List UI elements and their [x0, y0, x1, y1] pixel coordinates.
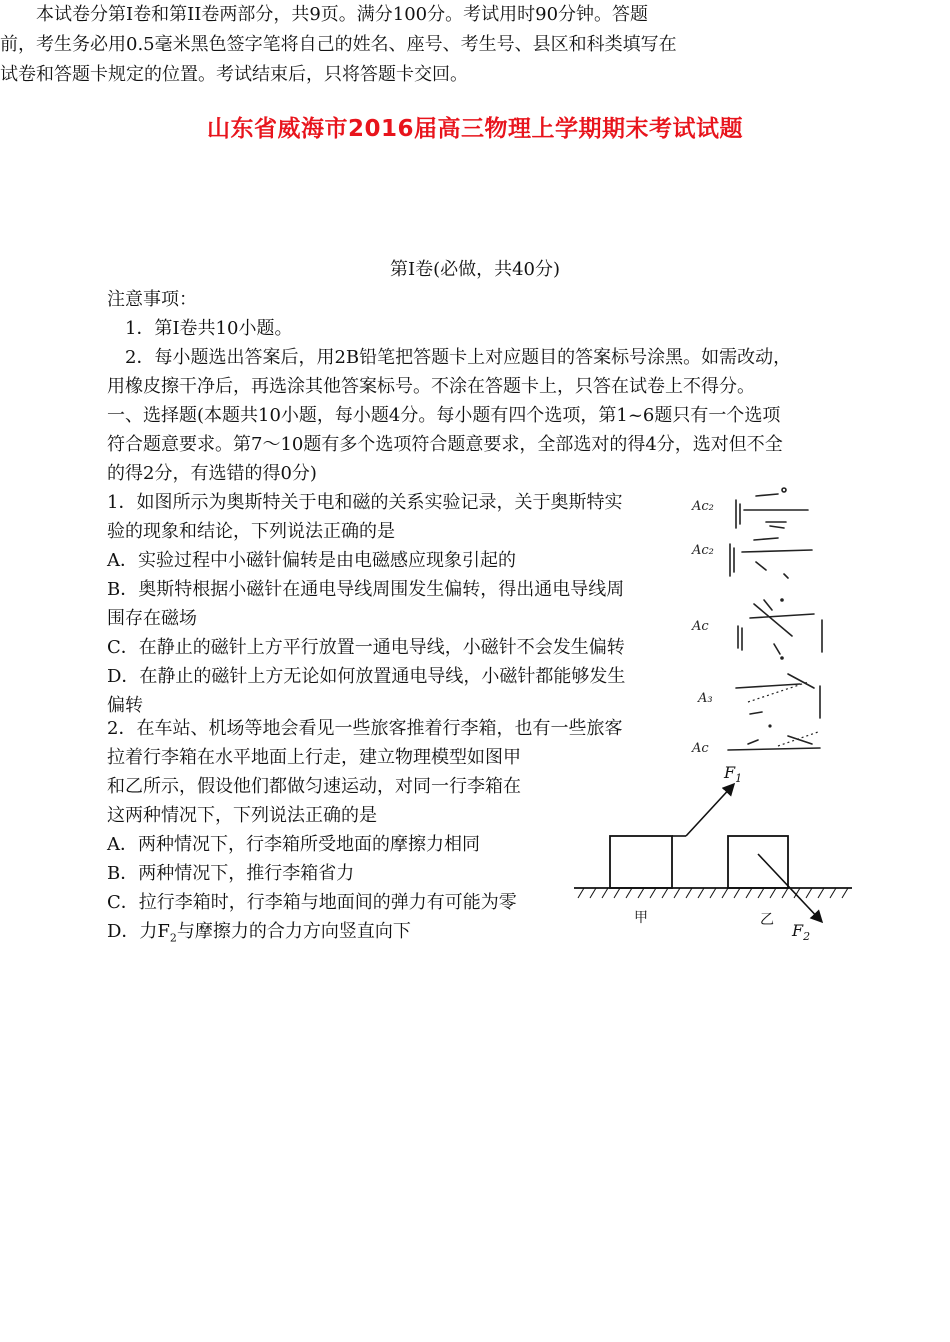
- note-item: 用橡皮擦干净后，再选涂其他答案标号。不涂在答题卡上，只答在试卷上不得分。: [107, 376, 755, 397]
- option-d-suffix: 与摩擦力的合力方向竖直向下: [176, 921, 411, 942]
- page-title: 山东省威海市2016届高三物理上学期期末考试试题: [206, 116, 743, 142]
- question-1-option-a: A．实验过程中小磁针偏转是由电磁感应现象引起的: [107, 550, 516, 571]
- intro-line: 本试卷分第Ⅰ卷和第II卷两部分，共9页。满分100分。考试用时90分钟。答题: [0, 4, 649, 25]
- sketch-label: A₃: [698, 691, 713, 706]
- luggage-force-diagram: [570, 760, 860, 945]
- question-2-stem: 2．在车站、机场等地会看见一些旅客推着行李箱，也有一些旅客: [107, 718, 623, 739]
- question-1-option-d: D．在静止的磁针上方无论如何放置通电导线，小磁针都能够发生: [107, 666, 626, 687]
- question-1-stem: 1．如图所示为奥斯特关于电和磁的关系实验记录，关于奥斯特实: [107, 492, 623, 513]
- note-item: 1．第Ⅰ卷共10小题。: [125, 318, 293, 339]
- sketch-label: Ac₂: [692, 543, 714, 558]
- part1-instructions: 的得2分，有选错的得0分): [107, 463, 317, 484]
- notes-heading: 注意事项：: [107, 289, 197, 310]
- force-f1-arrow: [686, 784, 734, 836]
- f2-label: $F_2$: [792, 921, 811, 943]
- question-2-option-c: C．拉行李箱时，行李箱与地面间的弹力有可能为零: [107, 892, 517, 913]
- question-2-stem: 这两种情况下，下列说法正确的是: [107, 805, 377, 826]
- question-2-option-d: [107, 917, 411, 954]
- part1-instructions: 符合题意要求。第7～10题有多个选项符合题意要求，全部选对的得4分，选对但不全: [107, 434, 783, 455]
- luggage-box-jia: [610, 836, 672, 888]
- question-2-option-a: A．两种情况下，行李箱所受地面的摩擦力相同: [107, 834, 480, 855]
- label-yi: 乙: [760, 912, 774, 928]
- sketch-label: Ac₂: [692, 499, 714, 514]
- section-heading: 第Ⅰ卷(必做，共40分): [389, 259, 561, 280]
- intro-line: 试卷和答题卡规定的位置。考试结束后，只将答题卡交回。: [0, 64, 468, 85]
- question-2-option-b: B．两种情况下，推行李箱省力: [107, 863, 355, 884]
- question-2-stem: 和乙所示，假设他们都做匀速运动，对同一行李箱在: [107, 776, 521, 797]
- question-1-option-d-cont: 偏转: [107, 695, 143, 716]
- question-1-stem: 验的现象和结论，下列说法正确的是: [107, 521, 395, 542]
- label-jia: 甲: [634, 910, 648, 926]
- note-item: 2．每小题选出答案后，用2B铅笔把答题卡上对应题目的答案标号涂黑。如需改动，: [125, 347, 792, 368]
- question-1-option-b: B．奥斯特根据小磁针在通电导线周围发生偏转，得出通电导线周: [107, 579, 625, 600]
- luggage-box-yi: [728, 836, 788, 888]
- intro-paragraph: [0, 0, 740, 90]
- question-1-option-b-cont: 围存在磁场: [107, 608, 197, 629]
- sketch-label: Ac: [692, 619, 709, 634]
- f1-label: $F_1$: [724, 763, 743, 785]
- sketch-label: Ac: [692, 741, 709, 756]
- oersted-sketch-figure: [688, 478, 830, 768]
- option-d-prefix: D．力F: [107, 921, 170, 942]
- question-1-option-c: C．在静止的磁针上方平行放置一通电导线，小磁针不会发生偏转: [107, 637, 625, 658]
- intro-line: 前，考生务必用0.5毫米黑色签字笔将自己的姓名、座号、考生号、县区和科类填写在: [0, 34, 677, 55]
- option-d-subscript: 2: [169, 931, 177, 945]
- question-2-stem: 拉着行李箱在水平地面上行走，建立物理模型如图甲: [107, 747, 521, 768]
- part1-instructions: 一、选择题(本题共10小题，每小题4分。每小题有四个选项，第1~6题只有一个选项: [107, 405, 781, 426]
